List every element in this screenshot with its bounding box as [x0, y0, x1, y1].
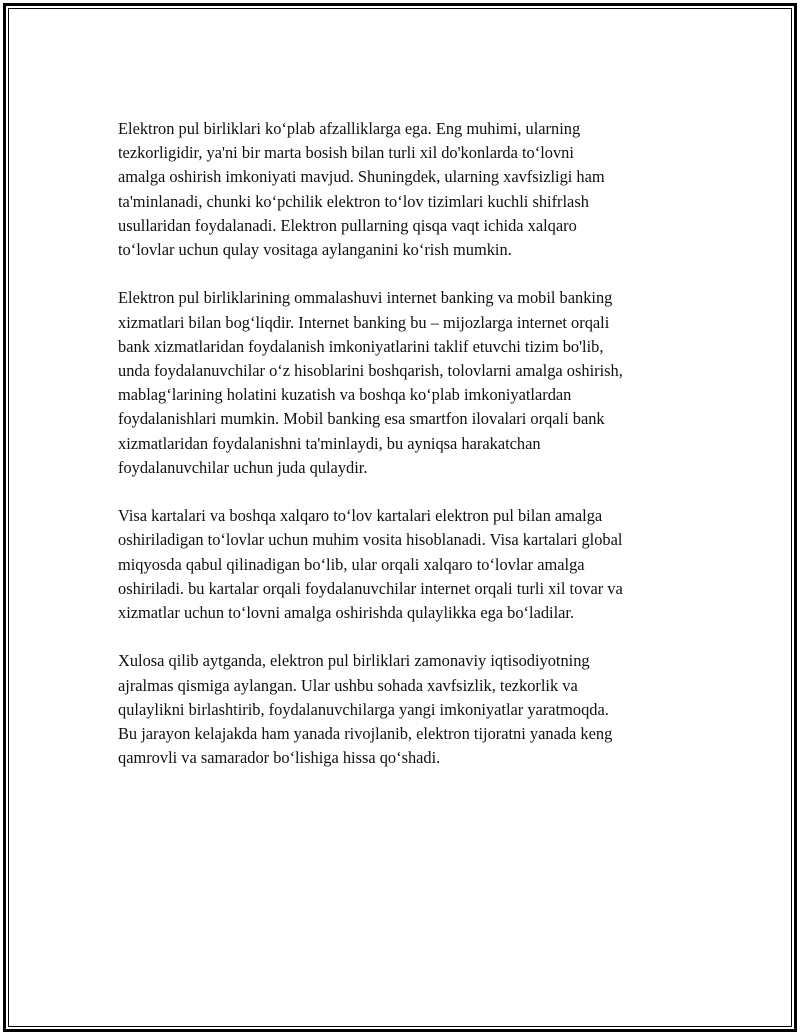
paragraph-banking: Elektron pul birliklarining ommalashuvi internet banking va mobil banking xizmatlari bilan bogʻliqdir. Internet banking bu – mijozlarga internet orqali bank xizmatlaridan foydalanish imkoniyatlarini taklif etuvchi tizim bo'lib, unda foydalanuvchilar oʻz hisoblarini boshqarish, tolovlarni amalga oshirish, mablagʻlarining holatini kuzatish va boshqa koʻplab imkoniyatlardan foydalanishlari mumkin. Mobil banking esa smartfon ilovalari orqali bank xizmatlaridan foydalanishni ta'minlaydi, bu ayniqsa harakatchan foydalanuvchilar uchun juda qulaydir.	[118, 288, 623, 477]
paragraph-conclusion: Xulosa qilib aytganda, elektron pul birliklari zamonaviy iqtisodiyotning ajralmas qismiga aylangan. Ular ushbu sohada xavfsizlik, tezkorlik va qulaylikni birlashtirib, foydalanuvchilarga yangi imkoniyatlar yaratmoqda. Bu jarayon kelajakda ham yanada rivojlanib, elektron tijoratni yanada keng qamrovli va samarador boʻlishiga hissa qoʻshadi.	[118, 651, 613, 768]
paragraph-visa-cards: Visa kartalari va boshqa xalqaro toʻlov kartalari elektron pul bilan amalga oshiriladigan toʻlovlar uchun muhim vosita hisoblanadi. Visa kartalari global miqyosda qabul qilinadigan boʻlib, ular orqali xalqaro toʻlovlar amalga oshiriladi. bu kartalar orqali foydalanuvchilar internet orqali turli xil tovar va xizmatlar uchun toʻlovni amalga oshirishda qulaylikka ega boʻladilar.	[118, 506, 623, 623]
paragraph-advantages: Elektron pul birliklari koʻplab afzalliklarga ega. Eng muhimi, ularning tezkorligidir, ya'ni bir marta bosish bilan turli xil do'konlarda toʻlovni amalga oshirish imkoniyati mavjud. Shuningdek, ularning xavfsizligi ham ta'minlanadi, chunki koʻpchilik elektron toʻlov tizimlari kuchli shifrlash usullaridan foydalanadi. Elektron pullarning qisqa vaqt ichida xalqaro toʻlovlar uchun qulay vositaga aylanganini koʻrish mumkin.	[118, 119, 605, 260]
document-body	[118, 117, 698, 795]
